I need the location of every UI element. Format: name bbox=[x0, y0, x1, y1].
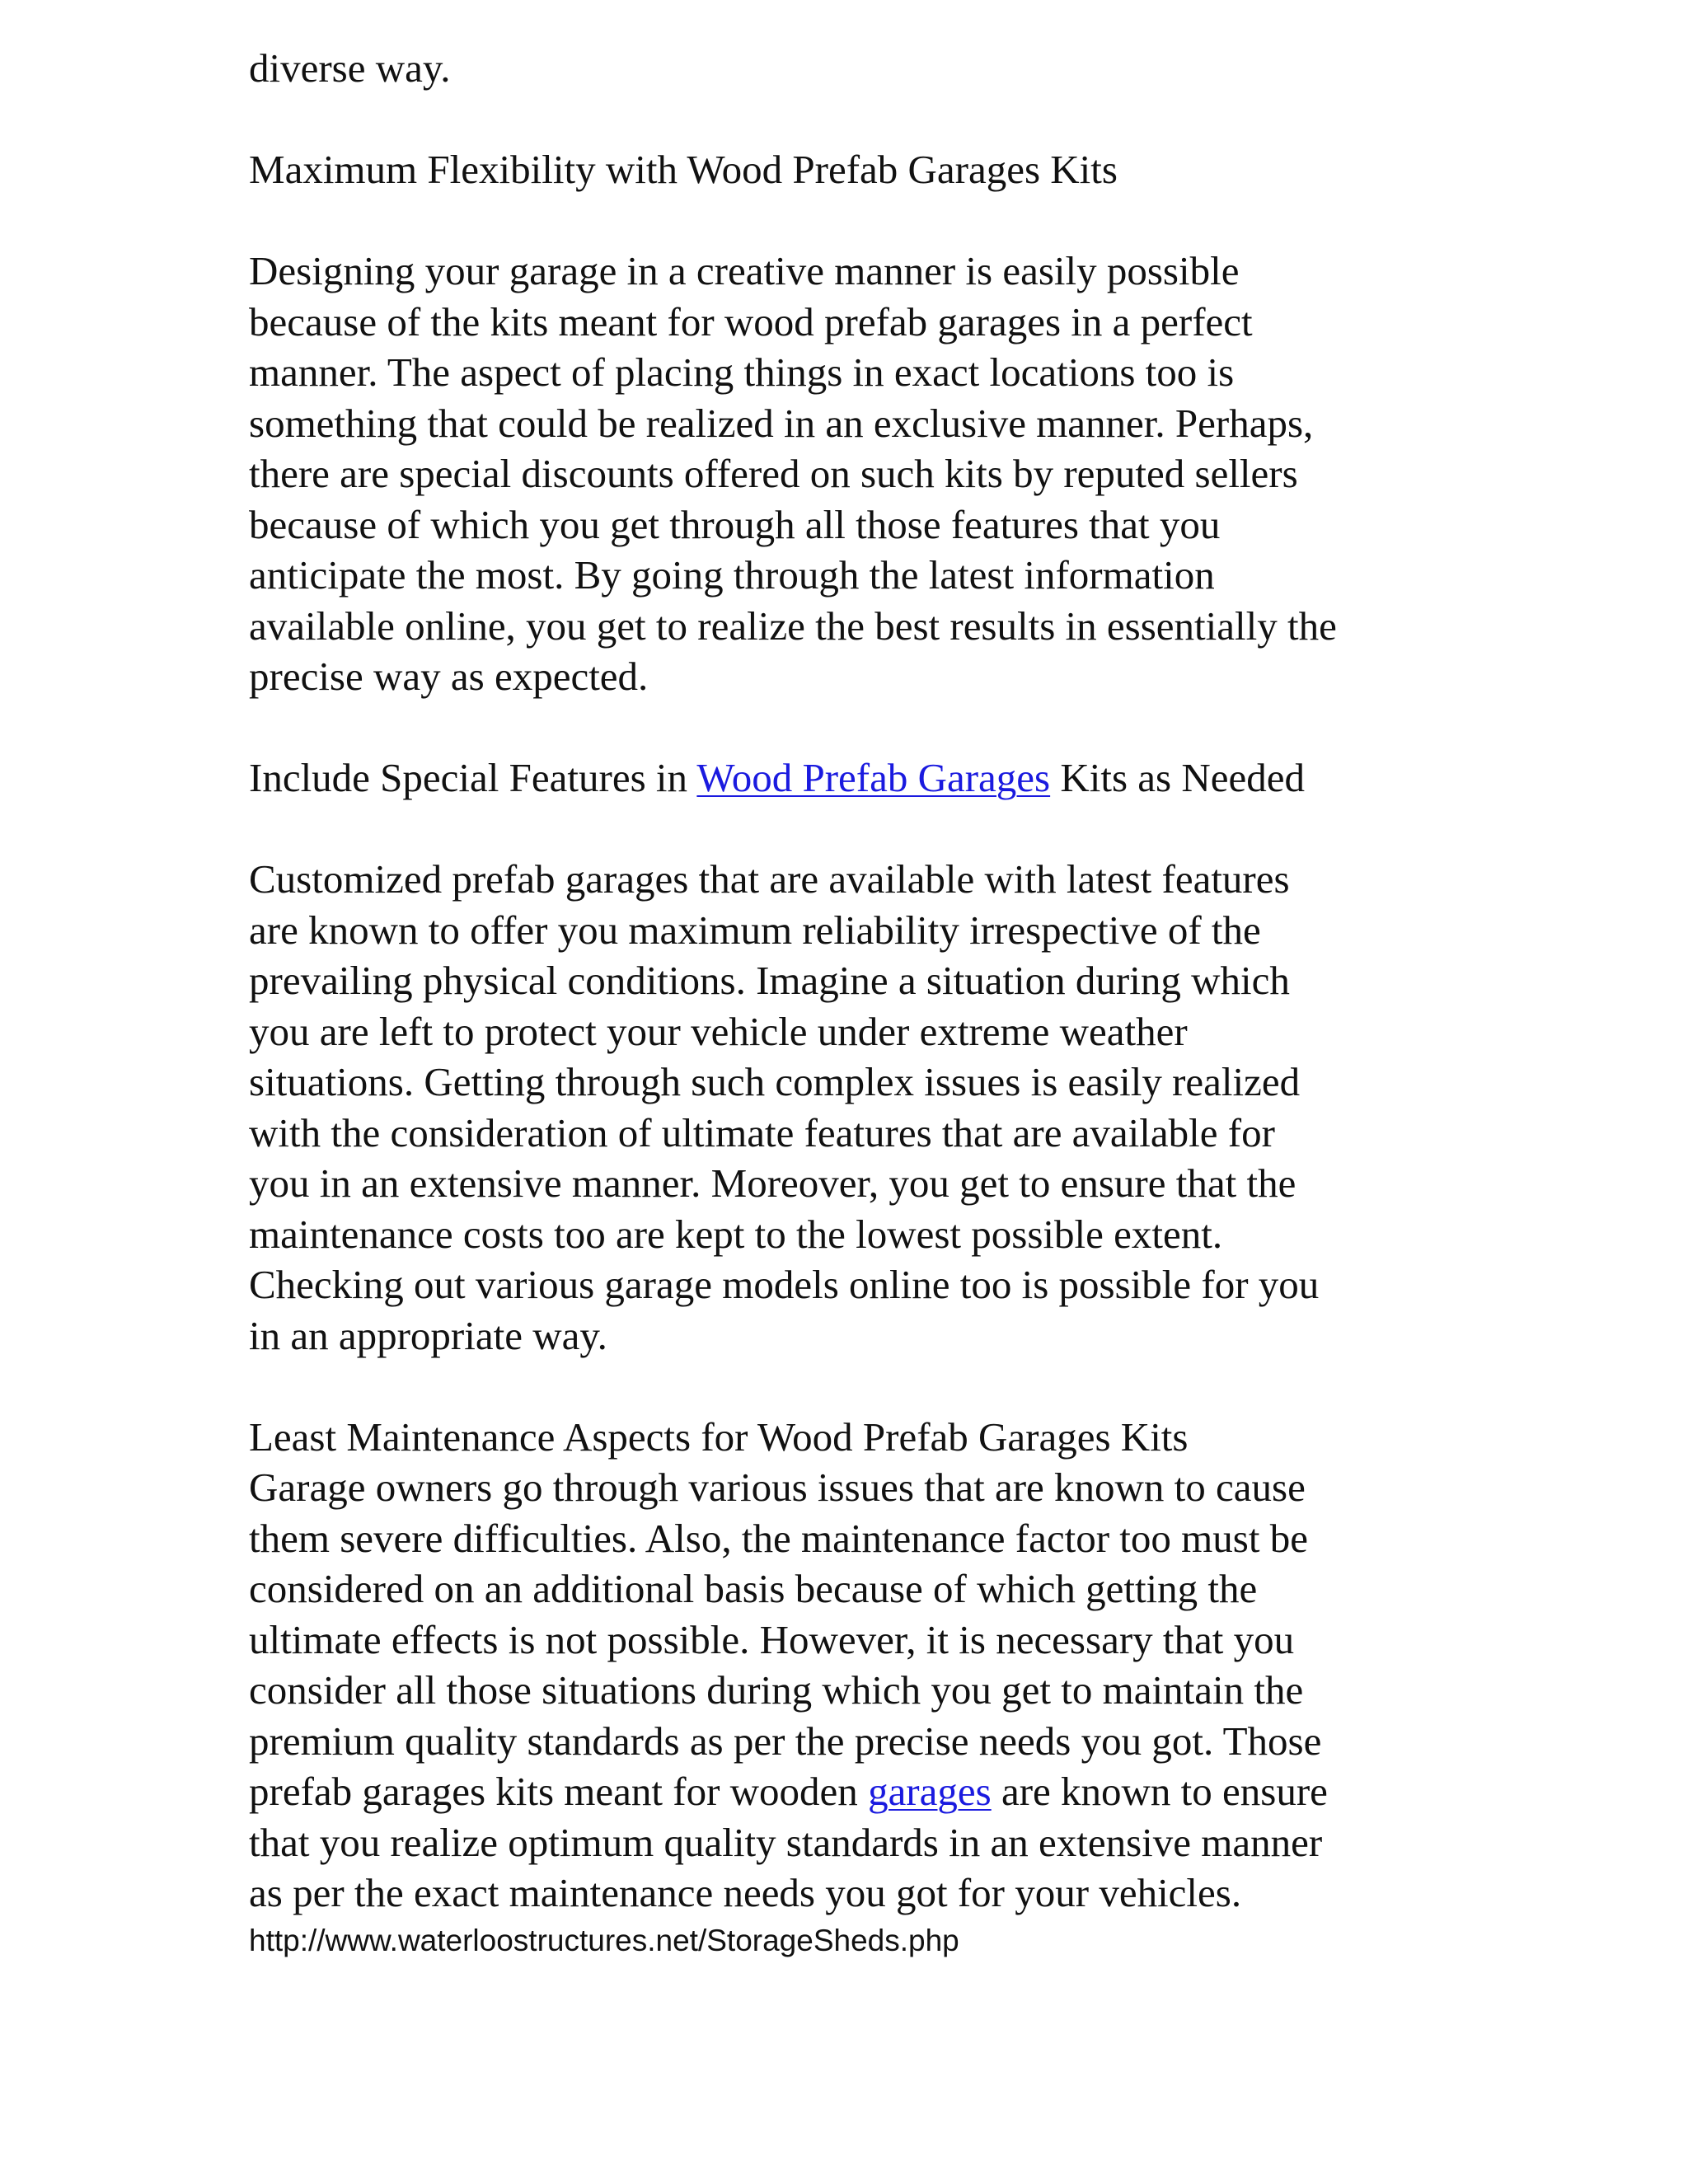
section2-heading-before: Include Special Features in bbox=[249, 755, 697, 800]
link-line-after: are known to ensure bbox=[991, 1769, 1328, 1814]
paragraph-line: considered on an additional basis because of which getting the bbox=[249, 1566, 1258, 1611]
paragraph-line: there are special discounts offered on such kits by reputed sellers bbox=[249, 451, 1298, 496]
section1-paragraph bbox=[249, 246, 1452, 702]
section2-heading bbox=[249, 752, 1452, 804]
section2-paragraph bbox=[249, 854, 1452, 1361]
intro-tail-text: diverse way. bbox=[249, 45, 451, 91]
section1-heading: Maximum Flexibility with Wood Prefab Garages Kits bbox=[249, 147, 1118, 192]
paragraph-spacer bbox=[249, 195, 1452, 246]
paragraph-line: them severe difficulties. Also, the maintenance factor too must be bbox=[249, 1515, 1308, 1561]
paragraph-line: consider all those situations during which you get to maintain the bbox=[249, 1667, 1304, 1713]
paragraph-line: because of the kits meant for wood prefab garages in a perfect bbox=[249, 298, 1253, 344]
paragraph-line: prevailing physical conditions. Imagine a situation during which bbox=[249, 958, 1290, 1003]
paragraph-line: anticipate the most. By going through the latest information bbox=[249, 552, 1215, 598]
paragraph-line: are known to offer you maximum reliability irrespective of the bbox=[249, 907, 1261, 953]
paragraph-line: you in an extensive manner. Moreover, you get to ensure that the bbox=[249, 1160, 1296, 1206]
garages-link[interactable]: garages bbox=[868, 1769, 992, 1814]
paragraph-spacer bbox=[249, 804, 1452, 855]
document-page bbox=[249, 43, 1452, 1961]
paragraph-line: Garage owners go through various issues that are known to cause bbox=[249, 1465, 1306, 1510]
wood-prefab-garages-link[interactable]: Wood Prefab Garages bbox=[696, 755, 1051, 800]
paragraph-line: something that could be realized in an exclusive manner. Perhaps, bbox=[249, 400, 1314, 446]
paragraph-spacer bbox=[249, 94, 1452, 145]
section3-paragraph bbox=[249, 1462, 1452, 1919]
paragraph-line: because of which you get through all those features that you bbox=[249, 501, 1221, 547]
paragraph-line: premium quality standards as per the precise needs you got. Those bbox=[249, 1718, 1322, 1764]
paragraph-line: Designing your garage in a creative manner is easily possible bbox=[249, 248, 1240, 293]
paragraph-line: situations. Getting through such complex issues is easily realized bbox=[249, 1059, 1301, 1104]
paragraph-line: ultimate effects is not possible. However, it is necessary that you bbox=[249, 1616, 1295, 1662]
paragraph-line: that you realize optimum quality standards in an extensive manner bbox=[249, 1819, 1323, 1865]
paragraph-line: maintenance costs too are kept to the lowest possible extent. bbox=[249, 1211, 1223, 1257]
paragraph-line: as per the exact maintenance needs you got for your vehicles. bbox=[249, 1870, 1242, 1915]
paragraph-line: precise way as expected. bbox=[249, 654, 649, 699]
paragraph-line: available online, you get to realize the best results in essentially the bbox=[249, 602, 1337, 649]
paragraph-spacer bbox=[249, 1361, 1452, 1412]
paragraph-spacer bbox=[249, 702, 1452, 753]
section3-heading: Least Maintenance Aspects for Wood Prefab Garages Kits bbox=[249, 1413, 1189, 1460]
link-line-before: prefab garages kits meant for wooden bbox=[249, 1769, 869, 1814]
source-url-text: http://www.waterloostructures.net/StorageSheds.php bbox=[249, 1923, 959, 1957]
paragraph-line-with-link bbox=[249, 1766, 1452, 1817]
section2-heading-after: Kits as Needed bbox=[1050, 755, 1306, 800]
paragraph-line: in an appropriate way. bbox=[249, 1312, 607, 1358]
paragraph-line: with the consideration of ultimate features that are available for bbox=[249, 1109, 1275, 1155]
paragraph-line: Checking out various garage models online too is possible for you bbox=[249, 1262, 1320, 1307]
paragraph-line: you are left to protect your vehicle under extreme weather bbox=[249, 1008, 1188, 1054]
paragraph-line: Customized prefab garages that are available with latest features bbox=[249, 856, 1290, 902]
paragraph-line: manner. The aspect of placing things in exact locations too is bbox=[249, 349, 1235, 395]
